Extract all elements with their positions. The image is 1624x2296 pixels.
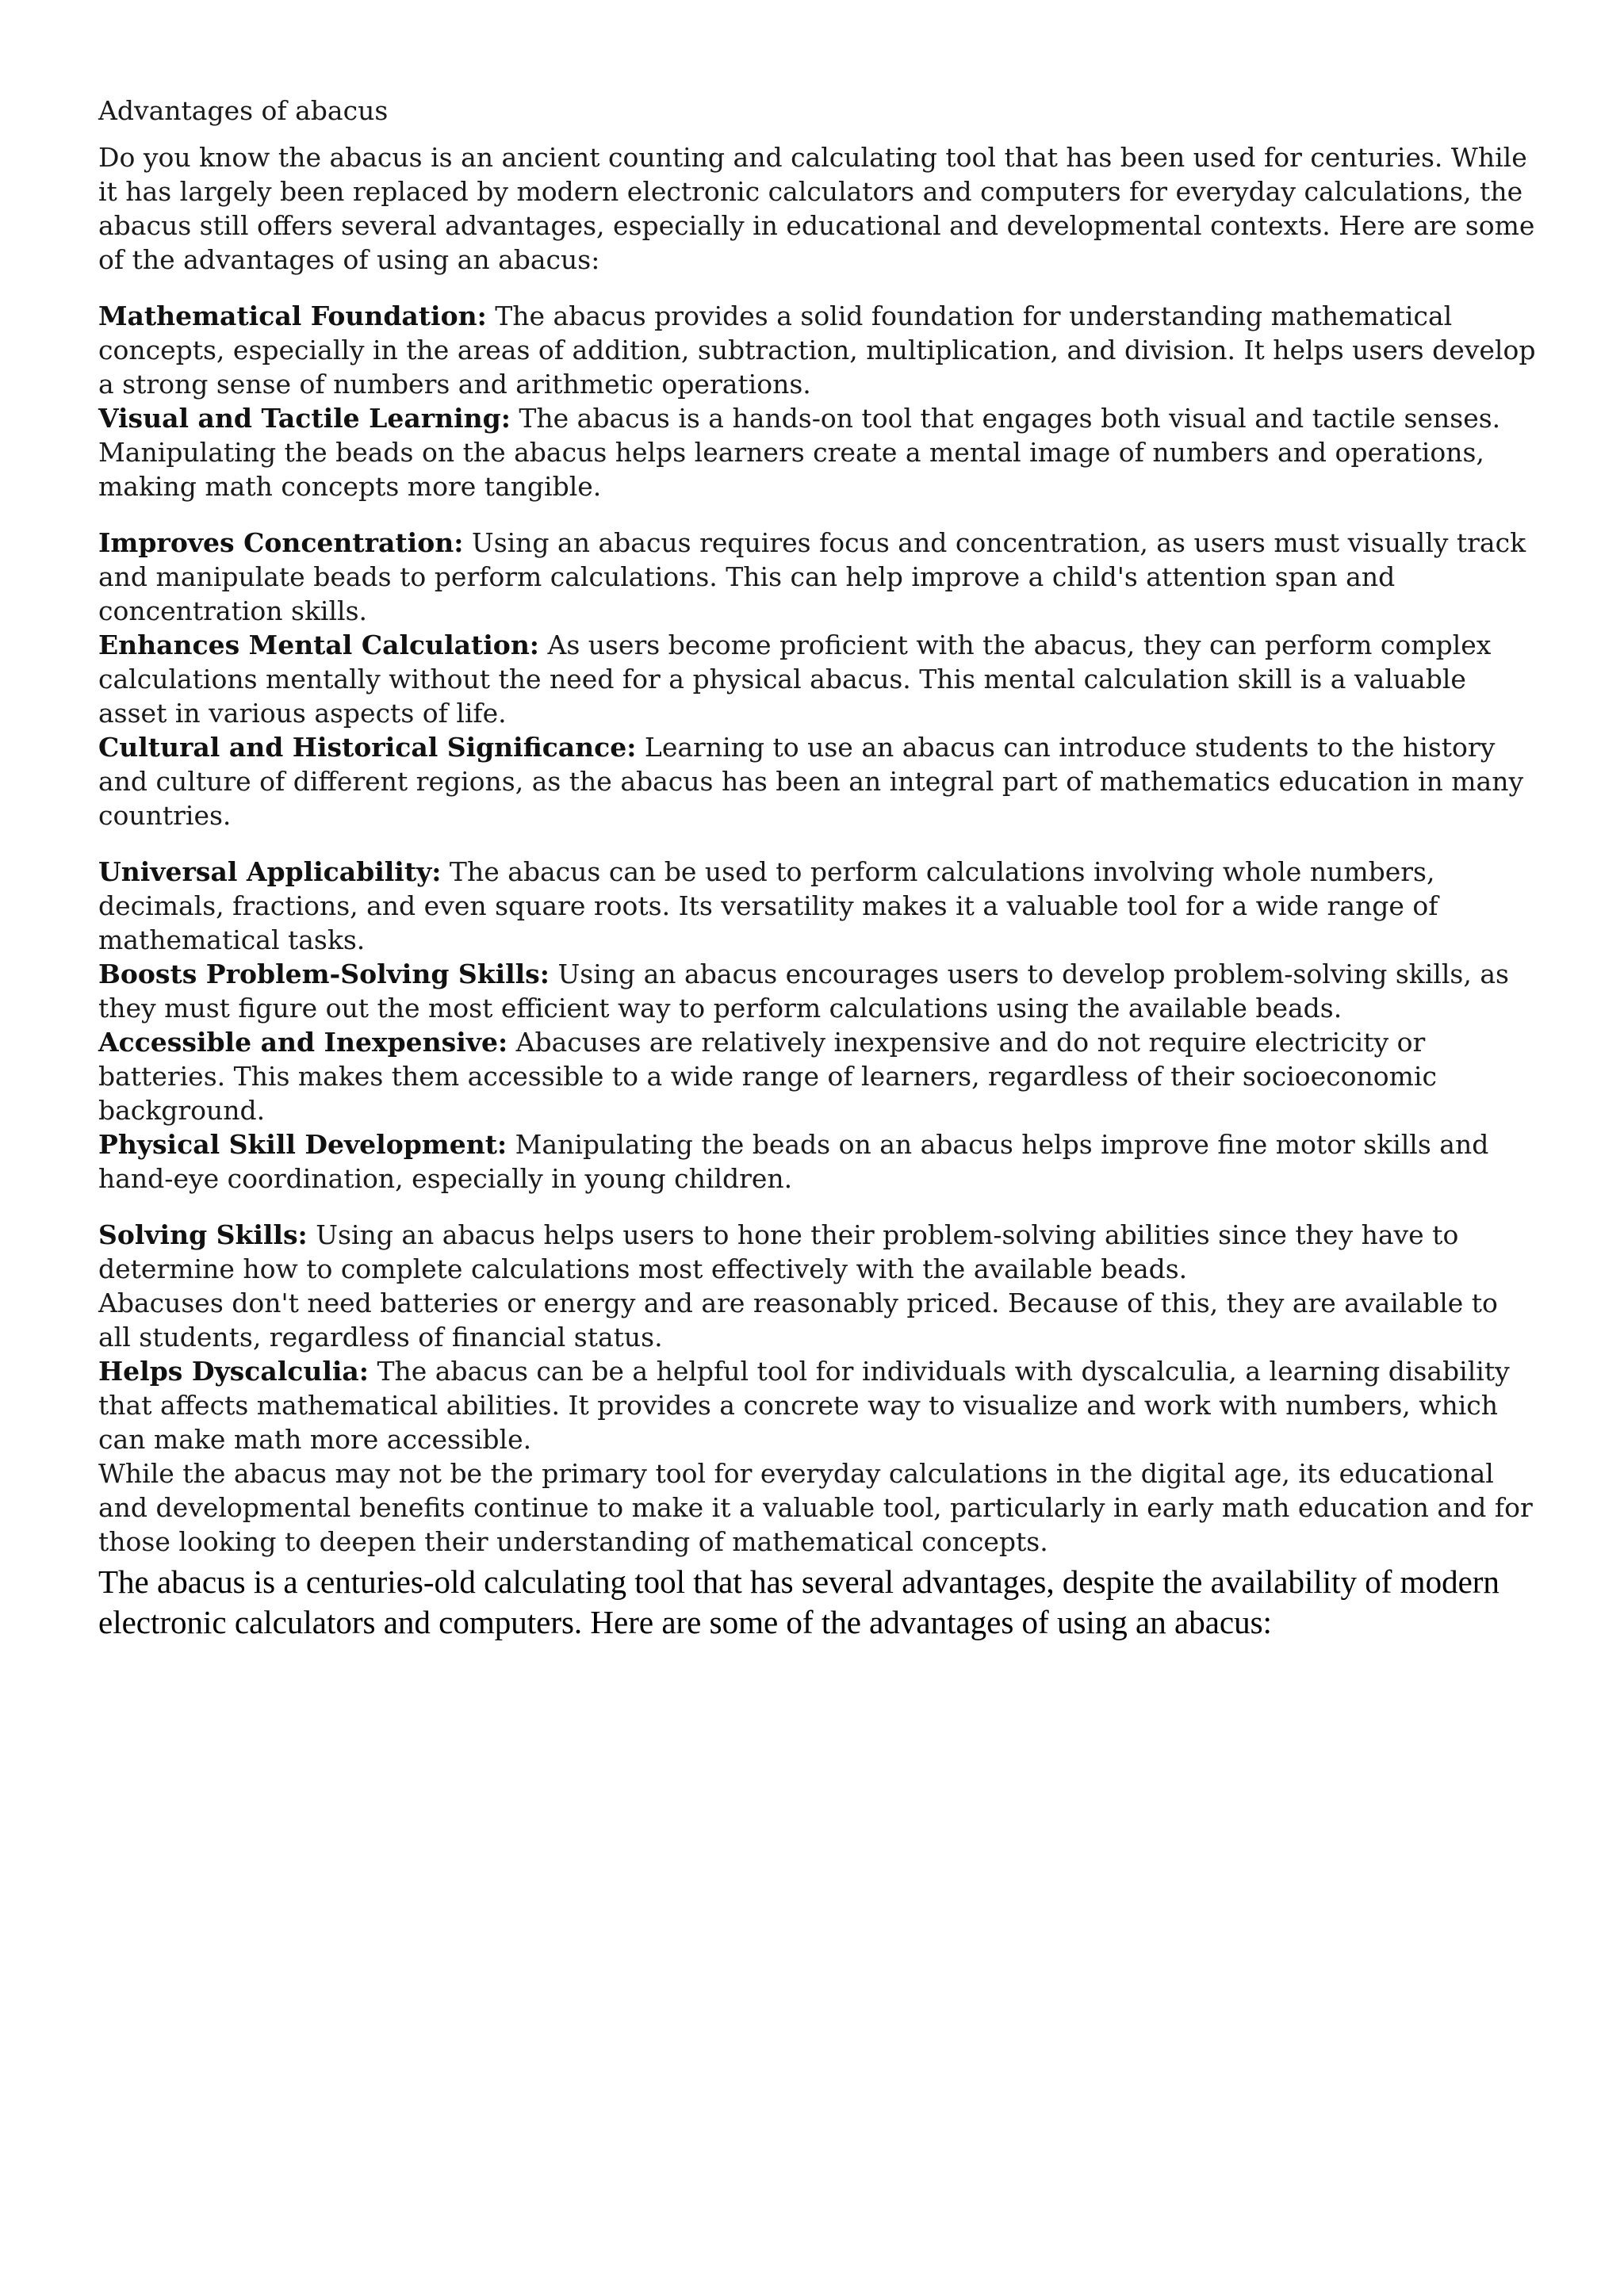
advantage-text: Abacuses don't need batteries or energy and are reasonably priced. Because of this, they are available to all students, regardless of financial status. — [98, 1288, 1498, 1353]
advantage-label: Boosts Problem-Solving Skills: — [98, 959, 550, 989]
conclusion-text: While the abacus may not be the primary tool for everyday calculations in the digital age, its educational and developmental benefits continue to make it a valuable tool, particularly in early math education and for those looking to deepen their understanding of mathematical concepts. — [98, 1458, 1533, 1557]
advantage-label: Universal Applicability: — [98, 856, 442, 887]
conclusion-paragraph — [98, 1456, 1538, 1559]
advantage-label: Helps Dyscalculia: — [98, 1356, 369, 1387]
advantage-text: Using an abacus requires focus and concentration, as users must visually track and manipulate beads to perform calculations. This can help improve a child's attention span and concentration skills. — [98, 527, 1526, 626]
advantage-text: The abacus provides a solid foundation for understanding mathematical concepts, especially in the areas of addition, subtraction, multiplication, and division. It helps users develop a strong sense of numbers and arithmetic operations. — [98, 300, 1536, 400]
advantage-item — [98, 957, 1538, 1025]
advantage-item — [98, 855, 1538, 957]
advantage-item — [98, 730, 1538, 832]
document-title: Advantages of abacus — [98, 95, 389, 126]
advantage-text: The abacus can be used to perform calculations involving whole numbers, decimals, fractions, and even square roots. Its versatility makes it a valuable tool for a wide range of mathematical tasks. — [98, 856, 1438, 955]
advantage-label: Visual and Tactile Learning: — [98, 403, 511, 434]
advantages-group-1 — [98, 299, 1538, 503]
advantage-label: Improves Concentration: — [98, 527, 464, 558]
advantage-item — [98, 628, 1538, 730]
advantage-item — [98, 1127, 1538, 1196]
advantages-group-2 — [98, 526, 1538, 832]
advantage-text: Learning to use an abacus can introduce students to the history and culture of different regions, as the abacus has been an integral part of mathematics education in many countries. — [98, 732, 1524, 831]
closing-paragraph: The abacus is a centuries-old calculating tool that has several advantages, despite the availability of modern electronic calculators and computers. Here are some of the advantages of using an abacus: — [98, 1563, 1500, 1640]
advantage-label: Enhances Mental Calculation: — [98, 629, 539, 660]
advantage-item — [98, 526, 1538, 628]
advantage-text: The abacus can be a helpful tool for individuals with dyscalculia, a learning disability that affects mathematical abilities. It provides a concrete way to visualize and work with numbers, which can make math more accessible. — [98, 1356, 1510, 1455]
advantage-item — [98, 1218, 1538, 1286]
document-body — [98, 94, 1538, 1643]
advantage-item — [98, 1286, 1538, 1354]
advantage-item — [98, 1025, 1538, 1127]
advantage-label: Accessible and Inexpensive: — [98, 1027, 508, 1058]
intro-paragraph: Do you know the abacus is an ancient counting and calculating tool that has been used for centuries. While it has largely been replaced by modern electronic calculators and computers for everyday calculations, the abacus still offers several advantages, especially in educational and developmental contexts. Here are some of the advantages of using an abacus: — [98, 142, 1535, 275]
advantage-label: Cultural and Historical Significance: — [98, 732, 637, 763]
intro-block — [98, 140, 1538, 277]
advantage-item — [98, 1354, 1538, 1456]
advantage-text: The abacus is a hands-on tool that engages both visual and tactile senses. Manipulating the beads on the abacus helps learners create a mental image of numbers and operations, making math concepts more tangible. — [98, 403, 1501, 502]
advantage-text: Using an abacus encourages users to develop problem-solving skills, as they must figure out the most efficient way to perform calculations using the available beads. — [98, 959, 1509, 1024]
advantage-label: Mathematical Foundation: — [98, 300, 487, 331]
advantage-text: As users become proficient with the abacus, they can perform complex calculations mentally without the need for a physical abacus. This mental calculation skill is a valuable asset in various aspects of life. — [98, 629, 1492, 729]
advantage-item — [98, 401, 1538, 503]
advantage-text: Abacuses are relatively inexpensive and do not require electricity or batteries. This makes them accessible to a wide range of learners, regardless of their socioeconomic background. — [98, 1027, 1437, 1126]
advantage-text: Manipulating the beads on an abacus helps improve fine motor skills and hand-eye coordination, especially in young children. — [98, 1129, 1489, 1194]
advantage-label: Solving Skills: — [98, 1219, 308, 1250]
advantage-item — [98, 299, 1538, 401]
advantages-group-4 — [98, 1218, 1538, 1559]
advantage-label: Physical Skill Development: — [98, 1129, 508, 1160]
advantage-text: Using an abacus helps users to hone their problem-solving abilities since they have to determine how to complete calculations most effectively with the available beads. — [98, 1219, 1459, 1284]
advantages-group-3 — [98, 855, 1538, 1196]
